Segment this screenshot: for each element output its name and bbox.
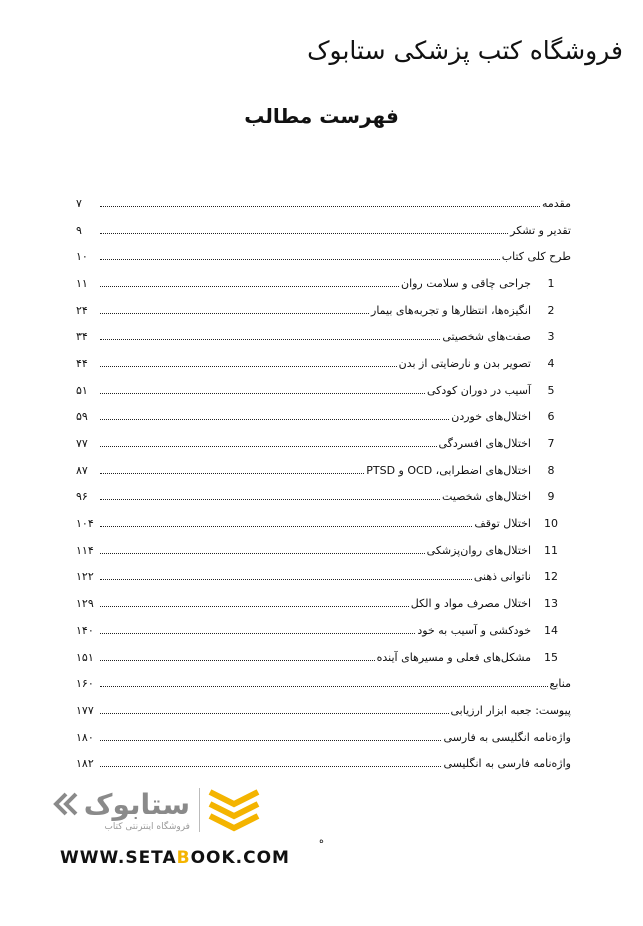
toc-entry-label: مشکل‌های فعلی و مسیرهای آینده bbox=[376, 650, 531, 664]
toc-entry-label: واژه‌نامه انگلیسی به فارسی bbox=[443, 730, 571, 744]
toc-entry-label: انگیزه‌ها، انتظارها و تجربه‌های بیمار bbox=[371, 303, 531, 317]
toc-page-number: ۷ bbox=[76, 196, 82, 210]
toc-entry bbox=[76, 724, 571, 751]
toc-entry-label: پیوست: جعبه ابزار ارزیابی bbox=[450, 703, 571, 717]
toc-page-number: ۱۸۲ bbox=[76, 757, 94, 771]
toc-chapter-number: 7 bbox=[547, 437, 555, 451]
toc-entry-label: اختلال‌های اضطرابی، OCD و PTSD bbox=[366, 463, 531, 477]
toc-chapter-number: 11 bbox=[544, 543, 558, 557]
url-accent: B bbox=[176, 848, 191, 868]
toc-leader-dots bbox=[100, 553, 425, 554]
toc-page-number: ۱۱۴ bbox=[76, 543, 94, 557]
store-title: فروشگاه کتب پزشکی ستابوک bbox=[307, 36, 623, 65]
toc-chapter-number: 10 bbox=[544, 517, 558, 531]
toc-chapter-number: 9 bbox=[547, 490, 555, 504]
toc-entry-label: صفت‌های شخصیتی bbox=[442, 330, 531, 344]
toc-entry bbox=[76, 190, 571, 217]
toc-entry bbox=[76, 510, 571, 537]
toc-leader-dots bbox=[100, 286, 399, 287]
toc-entry bbox=[76, 297, 571, 324]
toc-leader-dots bbox=[100, 313, 369, 314]
toc-chapter-number: 2 bbox=[547, 303, 555, 317]
toc-entry bbox=[76, 350, 571, 377]
toc-page-number: ۹۶ bbox=[76, 490, 88, 504]
toc-leader-dots bbox=[100, 419, 449, 420]
toc-leader-dots bbox=[100, 579, 472, 580]
toc-leader-dots bbox=[100, 686, 548, 687]
toc-entry-label: اختلال‌های شخصیت bbox=[442, 490, 531, 504]
toc-page-number: ۱۸۰ bbox=[76, 730, 94, 744]
toc-entry bbox=[76, 243, 571, 270]
toc-title: فهرست مطالب bbox=[244, 104, 399, 128]
toc-page-number: ۱۶۰ bbox=[76, 677, 94, 691]
logo-separator bbox=[199, 788, 200, 832]
toc-entry-label: اختلال مصرف مواد و الکل bbox=[410, 597, 531, 611]
toc-leader-dots bbox=[100, 366, 397, 367]
toc-page-number: ۴۴ bbox=[76, 356, 88, 370]
toc-chapter-number: 8 bbox=[547, 463, 555, 477]
toc-leader-dots bbox=[100, 606, 409, 607]
toc-entry-label: خودکشی و آسیب به خود bbox=[417, 623, 531, 637]
site-url bbox=[60, 848, 290, 868]
toc-entry-label: ناتوانی ذهنی bbox=[473, 570, 531, 584]
toc-entry-label: اختلال‌های افسردگی bbox=[438, 437, 531, 451]
url-prefix: WWW.SETA bbox=[60, 848, 177, 868]
toc-chapter-number: 15 bbox=[544, 650, 558, 664]
toc-entry-label: منابع bbox=[549, 677, 571, 691]
toc-leader-dots bbox=[100, 233, 508, 234]
toc-page-number: ۱۴۰ bbox=[76, 623, 94, 637]
toc-entry bbox=[76, 750, 571, 777]
toc-leader-dots bbox=[100, 446, 437, 447]
toc-leader-dots bbox=[100, 473, 364, 474]
toc-leader-dots bbox=[100, 526, 472, 527]
toc-entry bbox=[76, 590, 571, 617]
toc-entry-label: جراحی چاقی و سلامت روان bbox=[400, 276, 531, 290]
toc-chapter-number: 1 bbox=[547, 276, 555, 290]
toc-leader-dots bbox=[100, 393, 425, 394]
toc-page-number: ۹ bbox=[76, 223, 82, 237]
toc-page-number: ۲۴ bbox=[76, 303, 88, 317]
toc-chapter-number: 13 bbox=[544, 597, 558, 611]
toc-leader-dots bbox=[100, 259, 500, 260]
toc-entry bbox=[76, 537, 571, 564]
toc-leader-dots bbox=[100, 740, 441, 741]
toc-leader-dots bbox=[100, 766, 441, 767]
toc-page-number: ۱۷۷ bbox=[76, 703, 94, 717]
toc-leader-dots bbox=[100, 713, 449, 714]
toc-entry-label: اختلال توقف bbox=[474, 517, 531, 531]
toc-entry bbox=[76, 457, 571, 484]
toc-entry-label: آسیب در دوران کودکی bbox=[427, 383, 531, 397]
toc-page-number: ۱۲۹ bbox=[76, 597, 94, 611]
toc-entry bbox=[76, 564, 571, 591]
toc-page-number: ۱۰۴ bbox=[76, 517, 94, 531]
toc-page-number: ۱۰ bbox=[76, 250, 88, 264]
url-suffix: OOK.COM bbox=[190, 848, 290, 868]
toc-entry bbox=[76, 484, 571, 511]
toc-page-number: ۱۱ bbox=[76, 276, 88, 290]
toc-leader-dots bbox=[100, 633, 415, 634]
toc-entry bbox=[76, 617, 571, 644]
toc-entry bbox=[76, 377, 571, 404]
toc-entry bbox=[76, 670, 571, 697]
toc-leader-dots bbox=[100, 206, 540, 207]
toc-entry bbox=[76, 404, 571, 431]
toc-entry-label: طرح کلی کتاب bbox=[501, 250, 571, 264]
toc-chapter-number: 12 bbox=[544, 570, 558, 584]
toc-page-number: ۷۷ bbox=[76, 437, 88, 451]
toc-leader-dots bbox=[100, 339, 440, 340]
toc-page-number: ۱۲۲ bbox=[76, 570, 94, 584]
toc-page-number: ۵۱ bbox=[76, 383, 88, 397]
table-of-contents bbox=[76, 190, 571, 777]
toc-entry-label: تقدیر و تشکر bbox=[510, 223, 571, 237]
page-number: ه bbox=[319, 836, 324, 846]
toc-page-number: ۸۷ bbox=[76, 463, 88, 477]
toc-entry-label: اختلال‌های روان‌پزشکی bbox=[426, 543, 531, 557]
toc-entry bbox=[76, 323, 571, 350]
toc-chapter-number: 4 bbox=[547, 356, 555, 370]
logo-tagline: فروشگاه اینترنتی کتاب bbox=[104, 822, 190, 832]
toc-entry-label: اختلال‌های خوردن bbox=[451, 410, 531, 424]
toc-chapter-number: 6 bbox=[547, 410, 555, 424]
toc-entry bbox=[76, 644, 571, 671]
toc-chapter-number: 3 bbox=[547, 330, 555, 344]
toc-entry-label: تصویر بدن و نارضایتی از بدن bbox=[398, 356, 531, 370]
toc-entry bbox=[76, 270, 571, 297]
toc-page-number: ۵۹ bbox=[76, 410, 88, 424]
toc-entry-label: مقدمه bbox=[541, 196, 571, 210]
logo-name: ستابوک bbox=[83, 788, 190, 821]
toc-entry-label: واژه‌نامه فارسی به انگلیسی bbox=[443, 757, 571, 771]
toc-page-number: ۳۴ bbox=[76, 330, 88, 344]
toc-leader-dots bbox=[100, 499, 440, 500]
toc-page-number: ۱۵۱ bbox=[76, 650, 94, 664]
toc-chapter-number: 14 bbox=[544, 623, 558, 637]
toc-entry bbox=[76, 697, 571, 724]
toc-entry bbox=[76, 430, 571, 457]
toc-leader-dots bbox=[100, 660, 375, 661]
toc-chapter-number: 5 bbox=[547, 383, 555, 397]
toc-entry bbox=[76, 217, 571, 244]
